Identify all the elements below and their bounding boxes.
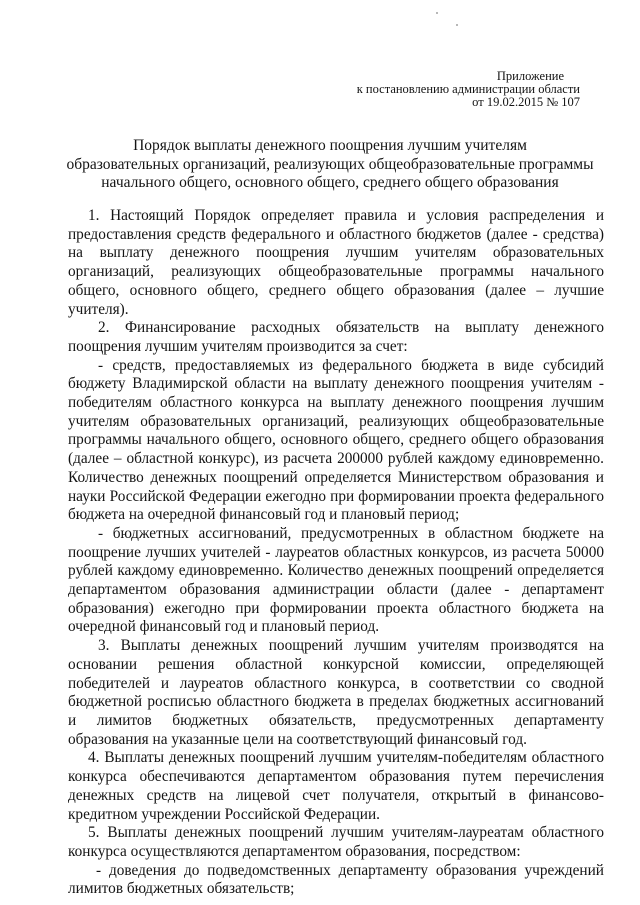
paragraph-1: 1. Настоящий Порядок определяет правила и условия распределения и предоставления средств федерального и областного бюджетов (далее - средства) на выплату денежного поощрения лучшим учителям образовательных организаций, реализующих общеобразовательные программы начального общего, основного общего, среднего общего образования (далее – лучшие учителя). xyxy=(68,207,604,318)
paragraph-4: 4. Выплаты денежных поощрений лучшим учителям-победителям областного конкурса обеспечиваются департаментом образования путем перечисления денежных средств на лицевой счет получателя, открытый в финансово-кредитном учреждении Российской Федерации. xyxy=(68,749,604,823)
title-line: Порядок выплаты денежного поощрения лучшим учителям xyxy=(133,137,527,154)
paragraph-2-item-federal: - средств, предоставляемых из федерального бюджета в виде субсидий бюджету Владимирской области на выплату денежного поощрения учителям - победителям областного конкурса на выплату денежного поощрения лучшим учителям образовательных организаций, реализующих общеобразовательные программы начального общего, основного общего, среднего общего образования (далее – областной конкурс), из расчета 200000 рублей каждому единовременно. Количество денежных поощрений определяется Министерством образования и науки Российской Федерации ежегодно при формировании проекта федерального бюджета на очередной финансовый год и плановый период; xyxy=(68,356,604,524)
annex-resolution: к постановлению администрации области xyxy=(356,82,580,96)
document-body xyxy=(68,207,604,899)
paragraph-5: 5. Выплаты денежных поощрений лучшим учителям-лауреатам областного конкурса осуществляются департаментом образования, посредством: xyxy=(68,824,604,860)
annex-label: Приложение xyxy=(496,69,564,83)
paragraph-2: 2. Финансирование расходных обязательств на выплату денежного поощрения лучшим учителям производится за счет: xyxy=(68,319,604,355)
document-title xyxy=(60,137,600,193)
paragraph-5-item: - доведения до подведомственных департаменту образования учреждений лимитов бюджетных обязательств; xyxy=(68,861,604,898)
title-line: начального общего, основного общего, среднего общего образования xyxy=(101,174,559,191)
scan-speck xyxy=(456,24,458,26)
annex-header xyxy=(357,70,580,109)
paragraph-2-item-regional: - бюджетных ассигнований, предусмотренных в областном бюджете на поощрение лучших учителей - лауреатов областных конкурсов, из расчета 50000 рублей каждому единовременно. Количество денежных поощрений определяется департаментом образования администрации области (далее - департамент образования) ежегодно при формировании проекта областного бюджета на очередной финансовый год и плановый период. xyxy=(68,524,604,636)
paragraph-3: 3. Выплаты денежных поощрений лучшим учителям производятся на основании решения областной конкурсной комиссии, определяющей победителей и лауреатов областного конкурса, в соответствии со сводной бюджетной росписью областного бюджета в пределах бюджетных ассигнований и лимитов бюджетных обязательств, предусмотренных департаменту образования на указанные цели на соответствующий финансовый год. xyxy=(68,637,604,748)
annex-date-number: от 19.02.2015 № 107 xyxy=(472,95,580,109)
title-line: образовательных организаций, реализующих общеобразовательные программы xyxy=(66,155,594,173)
scan-speck xyxy=(436,12,438,14)
